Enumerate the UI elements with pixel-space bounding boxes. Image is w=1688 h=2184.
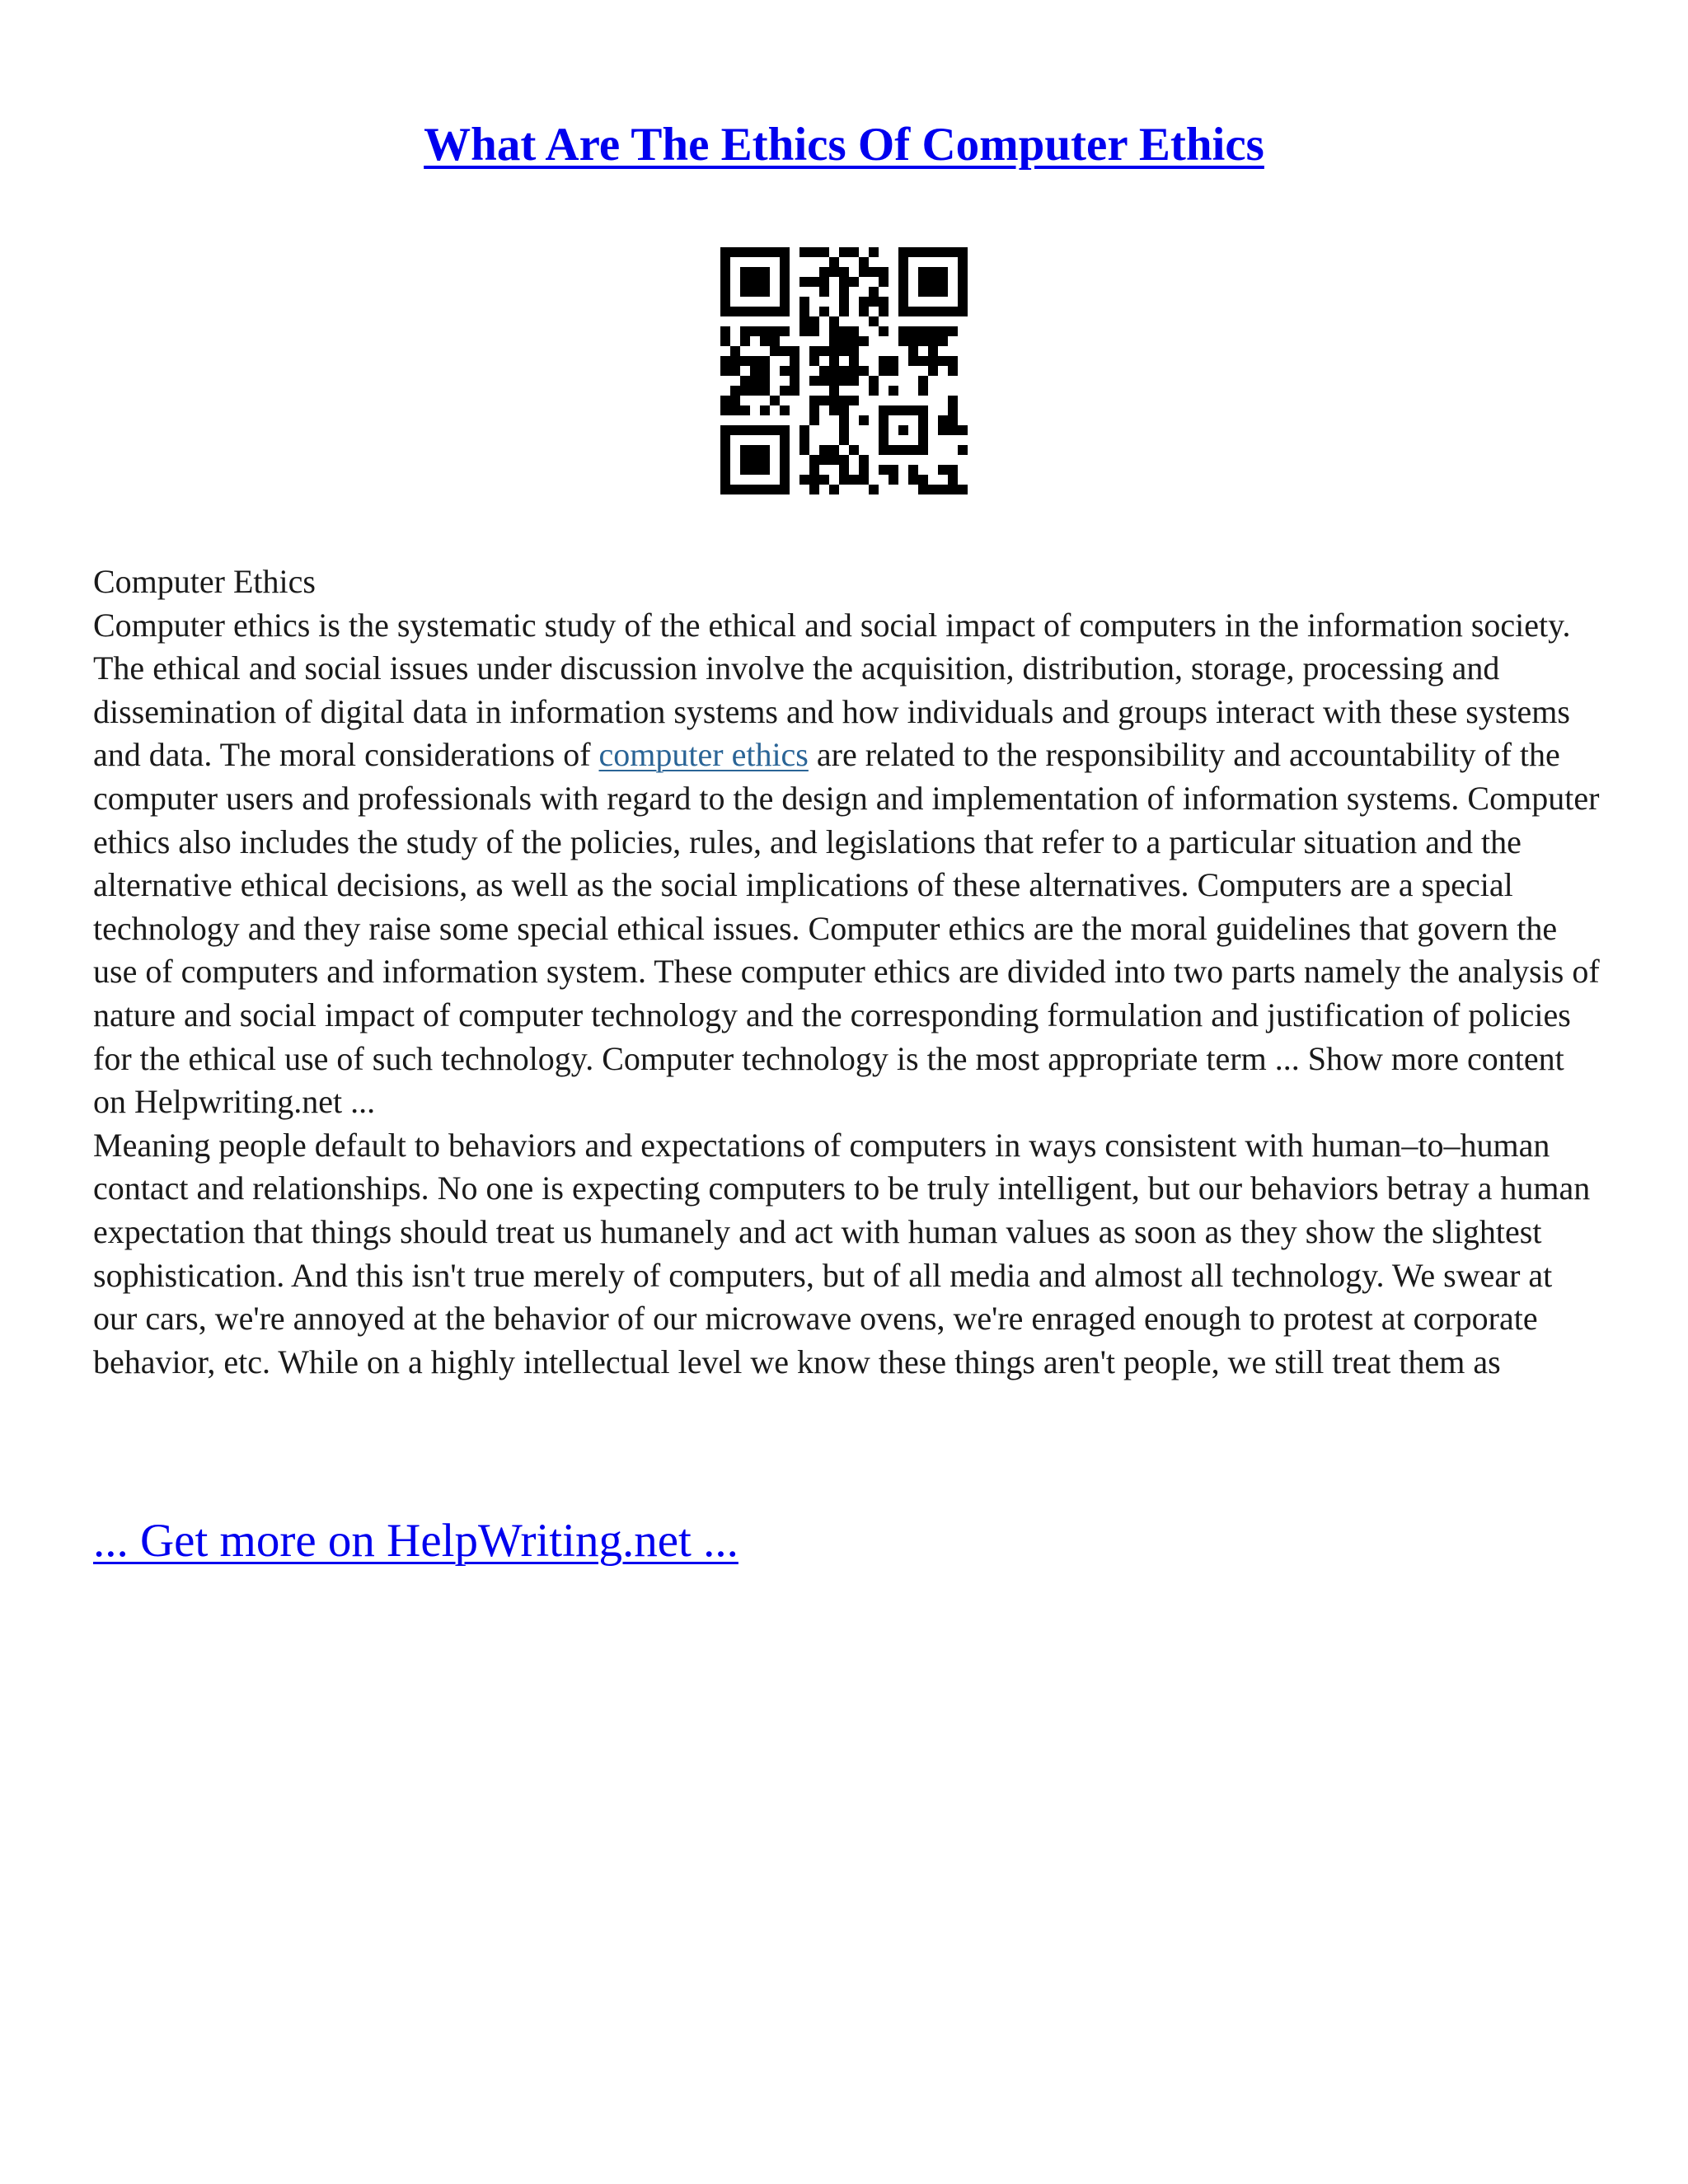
paragraph-2: Meaning people default to behaviors and expectations of computers in ways consistent with human–to–human contact and relationships. No one is expecting computers to be truly intelligent, but our behaviors betray a human expectation that things should treat us humanely and act with human values as soon as they show the slightest sophistication. And this isn't true merely of computers, but of all media and almost all technology. We swear at our cars, we're annoyed at the behavior of our microwave ovens, we're enraged enough to protest at corporate behavior, etc. While on a highly intellectual level we know these things aren't people, we still treat them as [93, 1126, 1591, 1380]
paragraph-1-text-a: Computer ethics is the systematic study of the ethical and social impact of computers in the information society. The ethical and social issues under discussion involve the acquisition, distribution, storage, processing and dissemination of digital data in information systems and how individuals and groups interact with these systems and data. The moral considerations of [93, 606, 1571, 774]
qr-code-icon [720, 247, 968, 494]
title-link[interactable]: What Are The Ethics Of Computer Ethics [424, 119, 1264, 171]
get-more-link[interactable]: ... Get more on HelpWriting.net ... [93, 1515, 738, 1567]
computer-ethics-link[interactable]: computer ethics [598, 736, 809, 774]
paragraph-1 [93, 604, 1601, 1124]
section-heading: Computer Ethics [93, 563, 316, 600]
paragraph-1-text-b: are related to the responsibility and accountability of the computer users and professionals with regard to the design and implementation of information systems. Computer ethics also includes the study of the policies, rules, and legislations that refer to a particular situation and the alternative ethical decisions, as well as the social implications of these alternatives. Computers are a special technology and they raise some special ethical issues. Computer ethics are the moral guidelines that govern the use of computers and information system. These computer ethics are divided into two parts namely the analysis of nature and social impact of computer technology and the corresponding formulation and justification of policies for the ethical use of such technology. Computer technology is the most appropriate term ... Show more content on Helpwriting.net ... [93, 736, 1600, 1121]
article-body [93, 560, 1601, 1384]
page-title [0, 115, 1688, 175]
get-more-section [93, 1512, 738, 1570]
